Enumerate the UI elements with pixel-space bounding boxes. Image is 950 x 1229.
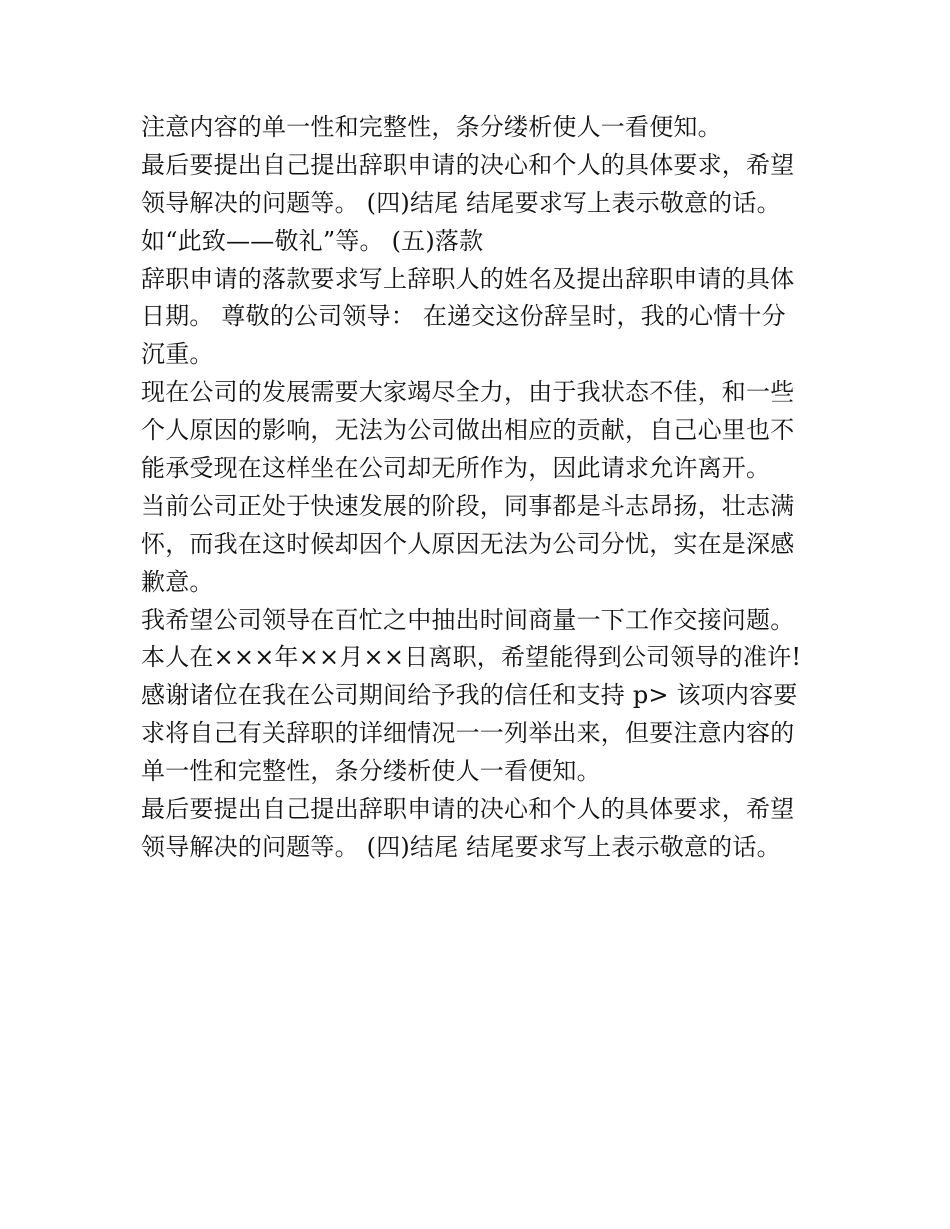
text-line: 单一性和完整性，条分缕析使人一看便知。 (141, 757, 601, 786)
text-line: 如“此致——敬礼”等。 (五)落款 (141, 226, 484, 255)
text-line: 能承受现在这样坐在公司却无所作为，因此请求允许离开。 (141, 454, 771, 483)
text-line: 沉重。 (141, 340, 214, 369)
text-line: 怀，而我在这时候却因个人原因无法为公司分忧，实在是深感 (141, 529, 795, 558)
text-line: 现在公司的发展需要大家竭尽全力，由于我状态不佳，和一些 (141, 378, 795, 407)
text-line: 感谢诸位在我在公司期间给予我的信任和支持 p> 该项内容要 (141, 681, 798, 710)
text-line: 注意内容的单一性和完整性，条分缕析使人一看便知。 (141, 113, 722, 141)
document-body (141, 109, 821, 867)
text-line: 日期。 尊敬的公司领导： 在递交这份辞呈时，我的心情十分 (141, 302, 786, 331)
text-line: 当前公司正处于快速发展的阶段，同事都是斗志昂扬，壮志满 (141, 491, 795, 520)
text-line: 领导解决的问题等。 (四)结尾 结尾要求写上表示敬意的话。 (141, 188, 781, 217)
text-line: 本人在×××年××月××日离职，希望能得到公司领导的准许! (141, 643, 802, 672)
text-line: 领导解决的问题等。 (四)结尾 结尾要求写上表示敬意的话。 (141, 832, 781, 861)
text-line: 歉意。 (141, 567, 214, 596)
text-line: 个人原因的影响，无法为公司做出相应的贡献，自己心里也不 (141, 416, 795, 445)
text-line: 辞职申请的落款要求写上辞职人的姓名及提出辞职申请的具体 (141, 264, 795, 293)
text-line: 我希望公司领导在百忙之中抽出时间商量一下工作交接问题。 (141, 605, 795, 634)
text-line: 最后要提出自己提出辞职申请的决心和个人的具体要求，希望 (141, 150, 795, 179)
text-line: 求将自己有关辞职的详细情况一一列举出来，但要注意内容的 (141, 719, 795, 748)
text-line: 最后要提出自己提出辞职申请的决心和个人的具体要求，希望 (141, 795, 795, 824)
